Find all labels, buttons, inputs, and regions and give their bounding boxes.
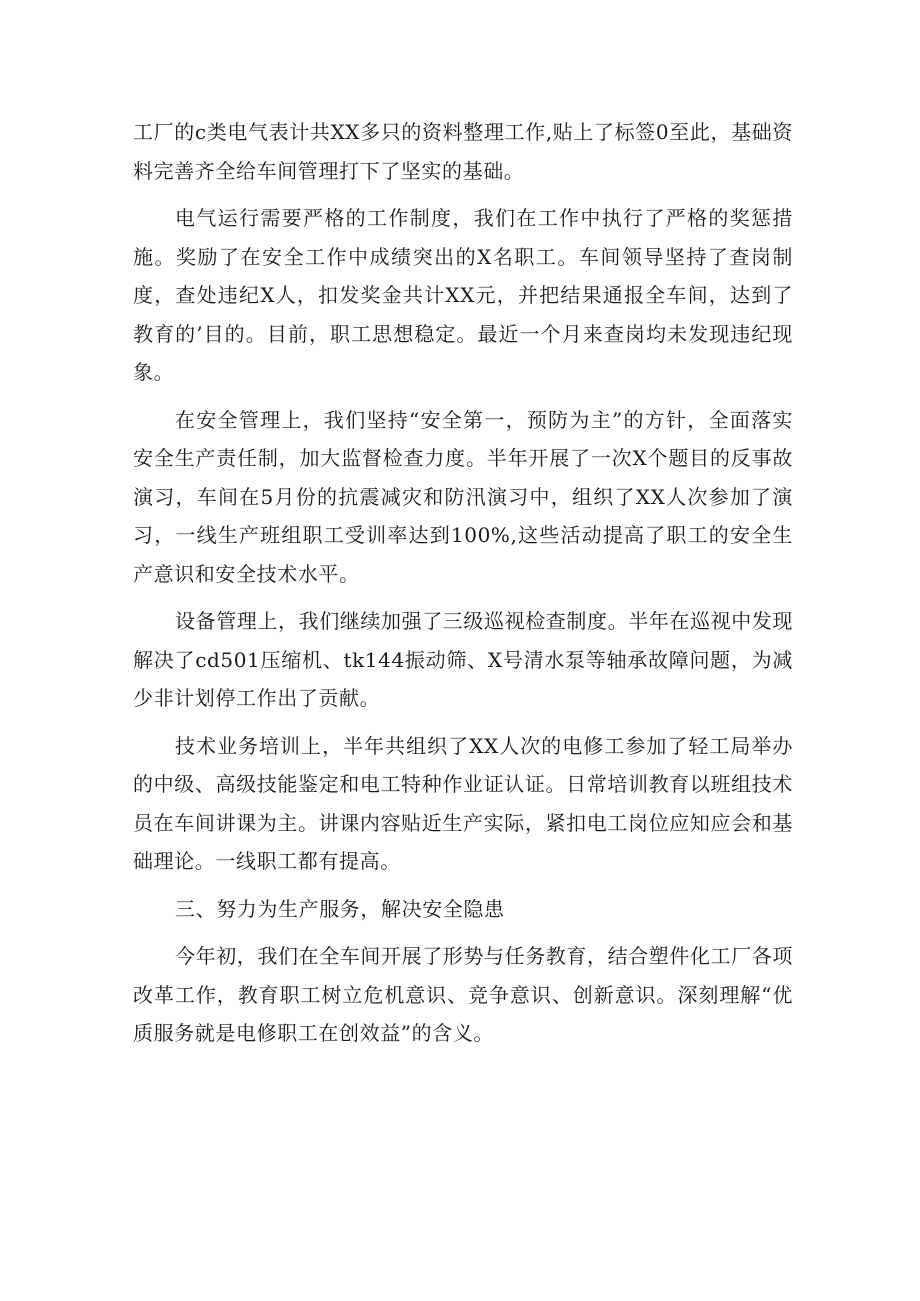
document-body bbox=[133, 113, 793, 1062]
paragraph-technical-training: 技术业务培训上，半年共组织了XX人次的电修工参加了轻工局举办的中级、高级技能鉴定和电工特种作业证认证。日常培训教育以班组技术员在车间讲课为主。讲课内容贴近生产实际，紧扣电工岗位应知应会和基础理论。一线职工都有提高。 bbox=[133, 733, 793, 873]
section-heading-production-service: 三、努力为生产服务，解决安全隐患 bbox=[175, 896, 505, 921]
paragraph-materials-completion: 工厂的c类电气表计共XX多只的资料整理工作,贴上了标签0至此，基础资料完善齐全给车间管理打下了坚实的基础。 bbox=[133, 120, 793, 183]
paragraph-situation-education: 今年初，我们在全车间开展了形势与任务教育，结合塑件化工厂各项改革工作，教育职工树立危机意识、竞争意识、创新意识。深刻理解“优质服务就是电修职工在创效益”的含义。 bbox=[133, 944, 793, 1045]
paragraph-equipment-management: 设备管理上，我们继续加强了三级巡视检查制度。半年在巡视中发现解决了cd501压缩机、tk144振动筛、X号清水泵等轴承故障问题，为减少非计划停工作出了贡献。 bbox=[133, 609, 793, 710]
paragraph-work-discipline: 电气运行需要严格的工作制度，我们在工作中执行了严格的奖惩措施。奖励了在安全工作中成绩突出的X名职工。车间领导坚持了查岗制度，查处违纪X人，扣发奖金共计XX元，并把结果通报全车间，达到了教育的’目的。目前，职工思想稳定。最近一个月来查岗均未发现违纪现象。 bbox=[133, 206, 793, 384]
paragraph-safety-management: 在安全管理上，我们坚持“安全第一，预防为主”的方针，全面落实安全生产责任制，加大监督检查力度。半年开展了一次X个题目的反事故演习，车间在5月份的抗震减灾和防汛演习中，组织了XX人次参加了演习，一线生产班组职工受训率达到100%,这些活动提高了职工的安全生产意识和安全技术水平。 bbox=[133, 407, 793, 586]
